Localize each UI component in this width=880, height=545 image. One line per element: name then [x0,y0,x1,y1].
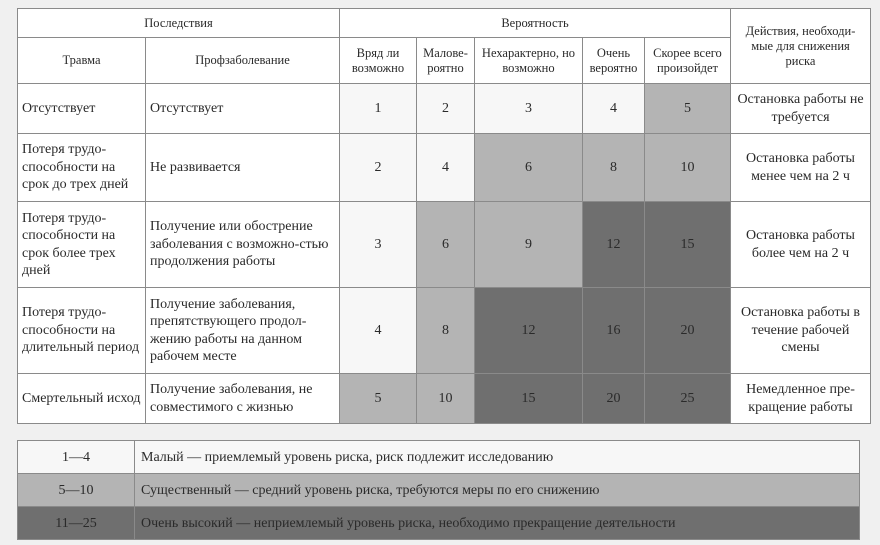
risk-value-cell: 4 [417,134,475,202]
injury-cell: Отсутствует [18,84,146,134]
risk-value-cell: 10 [645,134,731,202]
risk-value-cell: 5 [340,374,417,424]
header-consequences: Последствия [18,9,340,38]
disease-cell: Получение заболевания, препятствующего продол-жению работы на данном рабочем месте [146,288,340,374]
risk-value-cell: 6 [417,202,475,288]
risk-value-cell: 4 [340,288,417,374]
legend-range: 11—25 [18,507,135,540]
legend-range: 1—4 [18,441,135,474]
risk-value-cell: 25 [645,374,731,424]
risk-legend-table [17,440,860,540]
legend-text: Малый — приемлемый уровень риска, риск подлежит исследованию [135,441,860,474]
action-cell: Остановка работы в течение рабочей смены [731,288,871,374]
risk-value-cell: 1 [340,84,417,134]
header-prob-col: Нехарактерно, но возможно [475,38,583,84]
header-row-1 [18,9,871,38]
legend-row [18,474,860,507]
action-cell: Остановка работы не требуется [731,84,871,134]
header-disease: Профзаболевание [146,38,340,84]
risk-value-cell: 20 [645,288,731,374]
disease-cell: Не развивается [146,134,340,202]
header-probability: Вероятность [340,9,731,38]
legend-row [18,441,860,474]
header-prob-col: Скорее всего произойдет [645,38,731,84]
risk-value-cell: 12 [583,202,645,288]
header-prob-col: Вряд ли возможно [340,38,417,84]
risk-value-cell: 12 [475,288,583,374]
risk-value-cell: 8 [583,134,645,202]
injury-cell: Потеря трудо-способности на срок более трех дней [18,202,146,288]
injury-cell: Потеря трудо-способности на срок до трех дней [18,134,146,202]
header-prob-col: Очень вероятно [583,38,645,84]
risk-value-cell: 5 [645,84,731,134]
disease-cell: Отсутствует [146,84,340,134]
table-row [18,202,871,288]
risk-value-cell: 2 [417,84,475,134]
disease-cell: Получение или обострение заболевания с возможно-стью продолжения работы [146,202,340,288]
legend-range: 5—10 [18,474,135,507]
table-row [18,374,871,424]
action-cell: Остановка работы менее чем на 2 ч [731,134,871,202]
risk-value-cell: 9 [475,202,583,288]
table-row [18,84,871,134]
action-cell: Немедленное пре-кращение работы [731,374,871,424]
header-actions: Действия, необходи-мые для снижения риска [731,9,871,84]
risk-value-cell: 16 [583,288,645,374]
action-cell: Остановка работы более чем на 2 ч [731,202,871,288]
header-prob-col: Малове-роятно [417,38,475,84]
risk-value-cell: 6 [475,134,583,202]
legend-text: Очень высокий — неприемлемый уровень риска, необходимо прекращение деятельности [135,507,860,540]
header-injury: Травма [18,38,146,84]
risk-value-cell: 10 [417,374,475,424]
legend-row [18,507,860,540]
injury-cell: Потеря трудо-способности на длительный период [18,288,146,374]
risk-value-cell: 3 [340,202,417,288]
risk-matrix-table [17,8,871,424]
risk-value-cell: 15 [645,202,731,288]
disease-cell: Получение заболевания, не совместимого с жизнью [146,374,340,424]
risk-value-cell: 2 [340,134,417,202]
legend-text: Существенный — средний уровень риска, требуются меры по его снижению [135,474,860,507]
risk-value-cell: 15 [475,374,583,424]
risk-value-cell: 8 [417,288,475,374]
risk-value-cell: 3 [475,84,583,134]
risk-value-cell: 4 [583,84,645,134]
risk-value-cell: 20 [583,374,645,424]
injury-cell: Смертельный исход [18,374,146,424]
table-row [18,288,871,374]
table-row [18,134,871,202]
